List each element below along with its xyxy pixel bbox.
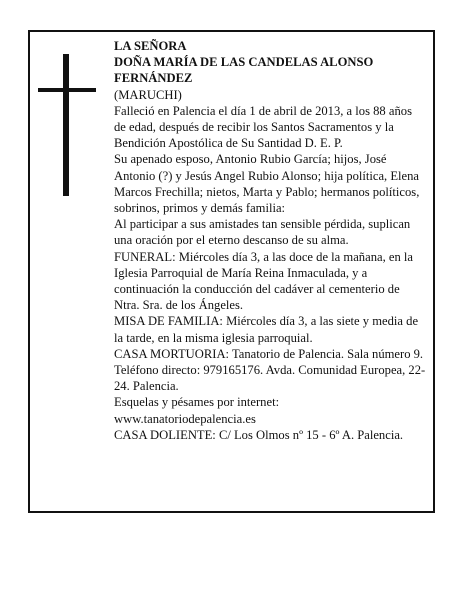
- mourning-house-address: CASA DOLIENTE: C/ Los Olmos nº 15 - 6º A. Palencia.: [114, 427, 404, 442]
- death-announcement: Falleció en Palencia el día 1 de abril de 2013, a los 88 años de edad, después de recibir los Santos Sacramentos y la Bendición Apostólica de Su Santidad D. E. P.: [114, 103, 412, 151]
- family-list: Su apenado esposo, Antonio Rubio García; hijos, José Antonio (?) y Jesús Angel Rubio Alonso; hija política, Elena Marcos Frechilla; nietos, Marta y Pablo; hermanos políticos, sobrinos, primos y demás familia:: [114, 152, 420, 216]
- online-condolences-label: Esquelas y pésames por internet:: [114, 395, 280, 410]
- notice-title: LA SEÑORA: [114, 39, 187, 53]
- deceased-nickname: (MARUCHI): [114, 87, 182, 102]
- cross-icon: [38, 54, 98, 196]
- funeral-details: FUNERAL: Miércoles día 3, a las doce de la mañana, en la Iglesia Parroquial de María Reina Inmaculada, y a continuación la conducción del cadáver al cementerio de Ntra. Sra. de los Ángeles.: [114, 249, 414, 313]
- cross-vertical-bar: [63, 54, 69, 196]
- funeral-home-details: CASA MORTUORIA: Tanatorio de Palencia. Sala número 9. Teléfono directo: 979165176. Avda. Comunidad Europea, 22-24. Palencia.: [114, 346, 426, 394]
- deceased-name: DOÑA MARÍA DE LAS CANDELAS ALONSO FERNÁNDEZ: [114, 55, 374, 86]
- funeral-home-website: www.tanatoriodepalencia.es: [114, 411, 256, 426]
- cross-horizontal-bar: [38, 88, 96, 92]
- family-mass-details: MISA DE FAMILIA: Miércoles día 3, a las siete y media de la tarde, en la misma iglesia parroquial.: [114, 314, 419, 345]
- prayer-request: Al participar a sus amistades tan sensible pérdida, suplican una oración por el eterno descanso de su alma.: [114, 217, 411, 248]
- notice-text: [114, 38, 426, 443]
